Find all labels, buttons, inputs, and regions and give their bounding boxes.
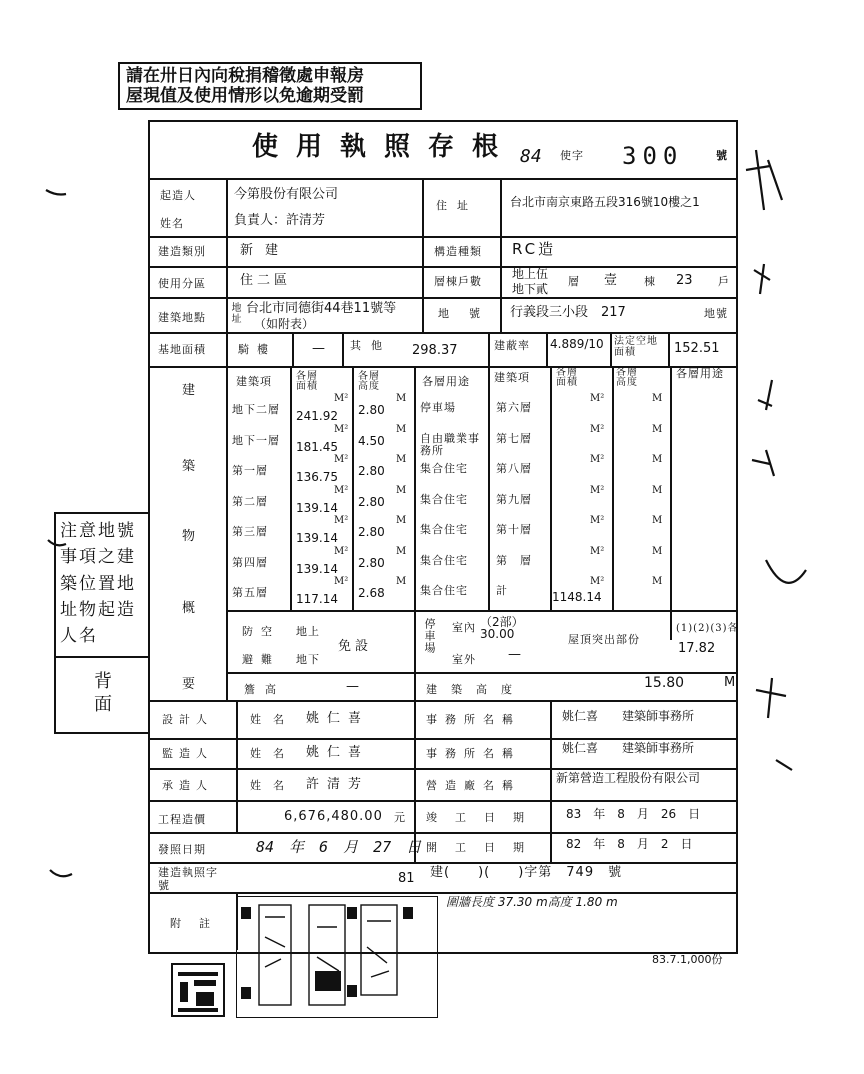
area-unit: M² xyxy=(590,393,605,404)
site-note: （如附表） xyxy=(254,317,315,331)
issue-date: 84 年 6 月 27 日 xyxy=(256,838,422,856)
floor-name: 第四層 xyxy=(232,555,268,569)
floor-name: 第二層 xyxy=(232,494,268,508)
number-suffix: 號 xyxy=(716,149,728,162)
arcade-value: — xyxy=(312,341,325,356)
applicant-address: 台北市南京東路五段316號10樓之1 xyxy=(510,195,700,209)
area-unit: M² xyxy=(590,576,605,587)
builder-name-label: 姓名 xyxy=(250,779,296,792)
designer-office: 姚仁喜 建築師事務所 xyxy=(562,709,695,723)
build-type: 新建 xyxy=(240,243,291,258)
height-unit: M xyxy=(652,423,663,435)
parking-label: 停車場 xyxy=(423,618,436,654)
area-unit: M² xyxy=(334,484,349,496)
structure: RC造 xyxy=(512,240,557,258)
margin-marks xyxy=(736,130,856,830)
floor-name: 地下一層 xyxy=(232,433,280,447)
arcade-label: 騎樓 xyxy=(238,343,276,356)
floor-area: 241.92 xyxy=(296,409,338,423)
license-number: 300 xyxy=(622,142,684,170)
site-address: 台北市同德街44巷11號等 xyxy=(246,301,397,316)
footer-print-info: 83.7.1,000份 xyxy=(652,953,723,966)
header-item-right: 建築項 xyxy=(494,371,530,384)
height-label: 建築高度 xyxy=(426,683,526,696)
header-area: 各層面積 xyxy=(296,371,318,392)
overview-side-char: 概 xyxy=(182,601,197,616)
overview-side-char: 物 xyxy=(182,529,197,544)
height-unit: M xyxy=(724,675,736,690)
designer-name: 姚仁喜 xyxy=(306,711,370,726)
floor-name: 第 層 xyxy=(496,553,532,567)
floor-name: 第一層 xyxy=(232,464,268,477)
issue-label: 發照日期 xyxy=(158,843,206,856)
floor-use: 自由職業事務所 xyxy=(420,431,480,457)
hu-value: 23 xyxy=(676,273,693,288)
floor-name: 第六層 xyxy=(496,401,532,414)
roof-value: 17.82 xyxy=(678,641,716,656)
floor-height: 2.80 xyxy=(358,403,385,417)
parking-outdoor-label: 室外 xyxy=(452,653,476,666)
floor-name: 第九層 xyxy=(496,492,532,506)
zone: 住二區 xyxy=(240,273,292,288)
height-unit: M xyxy=(652,393,663,404)
floor-height: 4.50 xyxy=(358,433,385,448)
area-unit: M² xyxy=(334,393,349,404)
floor-use: 集合住宅 xyxy=(420,553,468,567)
coverage-value: 4.889/10 xyxy=(550,337,604,351)
floor-use: 集合住宅 xyxy=(420,462,468,475)
eave-label: 簷高 xyxy=(244,683,286,696)
address-label: 住址 xyxy=(436,199,478,212)
header-use: 各層用途 xyxy=(422,375,470,388)
builder-label: 承造人 xyxy=(162,779,213,792)
seal-block xyxy=(236,896,438,1018)
floor-area: 181.45 xyxy=(296,439,338,454)
permit-year: 81 xyxy=(398,871,415,886)
floor-use: 停車場 xyxy=(420,401,456,414)
applicant-company: 今第股份有限公司 xyxy=(234,187,339,202)
finish-date: 83 年 8 月 26 日 xyxy=(566,807,701,821)
structure-label: 構造種類 xyxy=(434,245,482,258)
floor-use: 集合住宅 xyxy=(420,584,468,597)
area-unit: M² xyxy=(590,515,605,526)
height-unit: M xyxy=(396,484,407,496)
height-unit: M xyxy=(652,515,663,526)
floors-below: 地下貳 xyxy=(512,282,549,296)
open-space-label: 法定空地面積 xyxy=(614,336,658,358)
build-type-label: 建造類別 xyxy=(158,245,206,258)
shelter-below: 地下 xyxy=(296,653,320,666)
area-unit: M² xyxy=(590,545,605,557)
height-unit: M xyxy=(396,576,407,587)
lot-label: 地號 xyxy=(438,307,500,320)
note-label: 附註 xyxy=(170,917,228,930)
cost-unit: 元 xyxy=(394,811,406,824)
lot-suffix: 地號 xyxy=(704,307,728,320)
floor-height: 2.80 xyxy=(358,494,385,509)
site-label: 建築地點 xyxy=(158,311,206,324)
height-unit: M xyxy=(396,423,407,435)
height-unit: M xyxy=(652,545,663,557)
floor-name: 第十層 xyxy=(496,523,532,536)
floor-height: 2.80 xyxy=(358,525,385,539)
header-height-right: 各層高度 xyxy=(616,367,638,388)
height-unit: M xyxy=(396,545,407,557)
supervisor-name: 姚仁喜 xyxy=(306,745,370,760)
finish-label: 竣工日期 xyxy=(426,811,542,824)
parking-indoor-label: 室內 xyxy=(452,621,476,634)
floor-height: 2.68 xyxy=(358,586,385,600)
header-use-right: 各層用途 xyxy=(676,367,724,380)
coverage-label: 建蔽率 xyxy=(494,339,530,352)
supervisor-office-label: 事務所名稱 xyxy=(426,747,521,760)
overview-side-char: 建 xyxy=(182,383,197,398)
header-area-right: 各層面積 xyxy=(556,367,578,388)
open-space-value: 152.51 xyxy=(674,341,720,356)
height-unit: M xyxy=(652,454,663,465)
applicant-label-b: 姓名 xyxy=(160,217,184,230)
corner-stamp-graphic xyxy=(170,962,226,1018)
overview-side-char: 要 xyxy=(182,677,197,692)
shelter-label-a: 防空 xyxy=(242,625,280,638)
floors-above: 地上伍 xyxy=(512,267,549,281)
permit-label: 建造執照字號 xyxy=(158,866,218,893)
floor-height: 2.80 xyxy=(358,464,385,478)
shelter-label-b: 避難 xyxy=(242,653,280,666)
notice-stamp xyxy=(118,62,422,110)
side-note-back: 背面 xyxy=(94,671,112,716)
height-value: 15.80 xyxy=(644,675,685,691)
shelter-above: 地上 xyxy=(296,625,320,638)
site-sub-label: 地址 xyxy=(229,302,240,324)
area-unit: M² xyxy=(334,454,349,465)
shelter-value: 免設 xyxy=(338,639,373,654)
designer-label: 設計人 xyxy=(162,713,213,726)
floor-name: 第三層 xyxy=(232,525,268,538)
form-year: 84 xyxy=(520,146,542,167)
permit-text: 建( )( )字第 749 號 xyxy=(430,865,623,880)
floor-name: 第五層 xyxy=(232,586,268,599)
lot-number: 行義段三小段 217 xyxy=(510,305,626,320)
height-unit: M xyxy=(396,454,407,465)
roof-note: (1)(2)(3)各 xyxy=(676,623,739,634)
builder-company: 新第營造工程股份有限公司 xyxy=(556,771,701,785)
seal-graphic xyxy=(237,897,437,1017)
dong-value: 壹 xyxy=(604,273,618,288)
area-unit: M² xyxy=(334,545,349,557)
start-label: 開工日期 xyxy=(426,841,542,854)
floor-use: 集合住宅 xyxy=(420,492,468,506)
supervisor-label: 監造人 xyxy=(162,747,213,760)
height-unit: M xyxy=(652,576,663,587)
height-unit: M xyxy=(652,484,663,496)
floor-area: 139.14 xyxy=(296,531,338,545)
area-unit: M² xyxy=(590,484,605,496)
height-unit: M xyxy=(396,515,407,526)
designer-office-label: 事務所名稱 xyxy=(426,713,521,726)
fence-note: 圍牆長度 37.30 m高度 1.80 m xyxy=(446,895,618,909)
applicant-label-a: 起造人 xyxy=(160,189,196,202)
area-unit: M² xyxy=(590,423,605,435)
roof-label: 屋頂突出部份 xyxy=(568,633,640,646)
floor-area: 139.14 xyxy=(296,500,338,515)
builder-name: 許清芳 xyxy=(306,777,370,792)
designer-name-label: 姓名 xyxy=(250,713,296,726)
floor-height: 2.80 xyxy=(358,555,385,570)
notice-line-2: 屋現值及使用情形以免逾期受罰 xyxy=(126,86,364,106)
floor-area: 117.14 xyxy=(296,592,338,606)
supervisor-office: 姚仁喜 建築師事務所 xyxy=(562,741,695,755)
floor-name: 第七層 xyxy=(496,431,532,445)
header-item: 建築項 xyxy=(236,375,272,388)
floor-name: 地下二層 xyxy=(232,403,280,416)
overview-side-char: 築 xyxy=(182,459,197,474)
applicant-rep: 負責人：許清芳 xyxy=(234,213,326,228)
other-value: 298.37 xyxy=(412,343,458,358)
header-height: 各層高度 xyxy=(358,371,380,392)
form-title: 使用執照存根 xyxy=(252,132,517,162)
dong-label: 棟 xyxy=(644,275,656,288)
floor-area: 139.14 xyxy=(296,561,338,576)
floor-name: 計 xyxy=(496,584,508,597)
area-unit: M² xyxy=(334,515,349,526)
hu-label: 戶 xyxy=(718,275,730,288)
area-unit: M² xyxy=(590,454,605,465)
floors-count-label: 層棟戶數 xyxy=(434,275,482,288)
floor-area: 1148.14 xyxy=(552,590,602,604)
ceng-label: 層 xyxy=(568,275,580,288)
start-date: 82 年 8 月 2 日 xyxy=(566,837,693,851)
eave-value: — xyxy=(346,679,359,694)
cost-value: 6,676,480.00 xyxy=(284,809,383,824)
license-char: 使字 xyxy=(560,149,584,162)
floor-name: 第八層 xyxy=(496,462,532,475)
supervisor-name-label: 姓名 xyxy=(250,747,296,760)
area-unit: M² xyxy=(334,576,349,587)
parking-outdoor-value: — xyxy=(508,647,521,662)
corner-stamp xyxy=(170,962,226,1018)
floor-use: 集合住宅 xyxy=(420,523,468,536)
area-unit: M² xyxy=(334,423,349,435)
site-area-label: 基地面積 xyxy=(158,343,206,356)
height-unit: M xyxy=(396,393,407,404)
zone-label: 使用分區 xyxy=(158,277,206,290)
other-label: 其他 xyxy=(350,339,392,352)
builder-company-label: 營造廠名稱 xyxy=(426,779,521,792)
left-margin-marks xyxy=(40,180,80,900)
notice-line-1: 請在卅日內向稅捐稽徵處申報房 xyxy=(126,66,364,86)
parking-indoor-value: （2部）30.00 xyxy=(480,615,524,641)
side-note-text: 注意地號事項之建築位置地址物起造人名 xyxy=(60,521,136,647)
floor-area: 136.75 xyxy=(296,470,338,484)
cost-label: 工程造價 xyxy=(158,813,206,826)
